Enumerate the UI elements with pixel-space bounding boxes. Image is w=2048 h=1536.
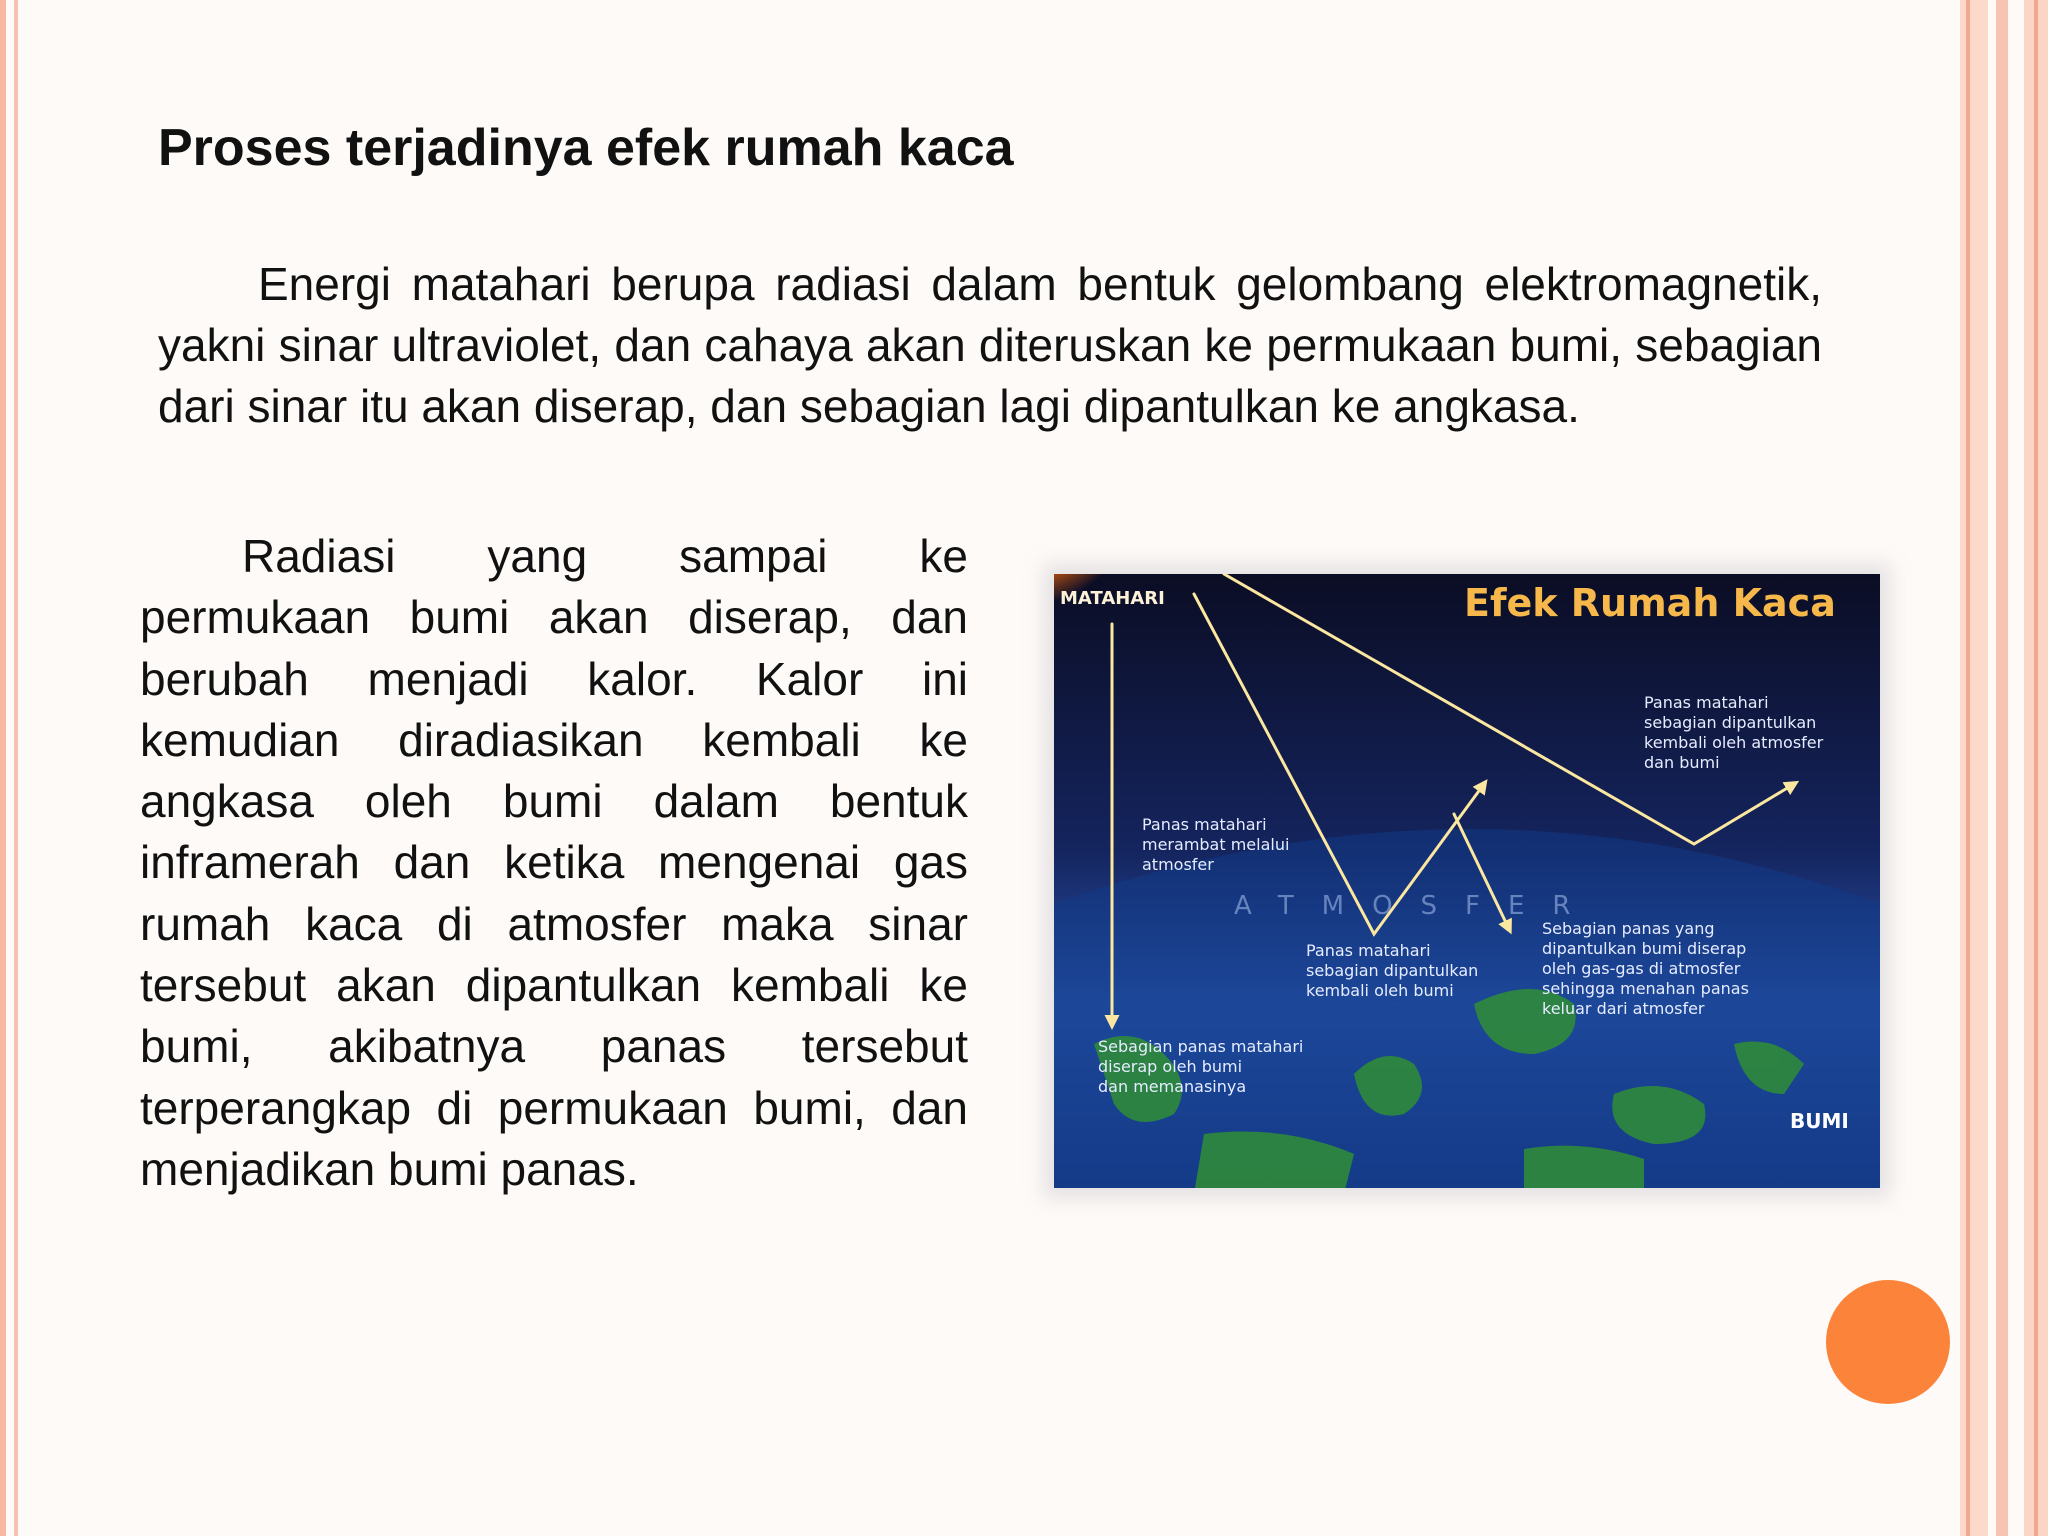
label-dipantulkan-bumi: Panas matahari sebagian dipantulkan kembali oleh bumi — [1306, 941, 1479, 1000]
slide-border-right-line — [1966, 0, 1970, 1536]
decorative-orange-circle — [1826, 1280, 1950, 1404]
greenhouse-effect-figure — [1054, 574, 1880, 1188]
slide-border-left-inner — [14, 0, 18, 1536]
slide-border-right-line — [1996, 0, 2008, 1536]
figure-title: Efek Rumah Kaca — [1464, 581, 1836, 625]
earth-label: BUMI — [1790, 1109, 1849, 1133]
sun-label: MATAHARI — [1060, 588, 1165, 609]
paragraph-energi-matahari: Energi matahari berupa radiasi dalam bentuk gelombang elektromagnetik, yakni sinar ultraviolet, dan cahaya akan diteruskan ke permukaan bumi, sebagian dari sinar itu akan diserap, dan sebagian lagi dipantulkan ke angkasa. — [158, 258, 1822, 432]
slide-border-right-line — [2034, 0, 2038, 1536]
label-merambat: Panas matahari merambat melalui atmosfer — [1142, 815, 1290, 874]
slide-border-left-outer — [0, 0, 6, 1536]
earth-surface — [1054, 829, 1880, 1188]
slide-border-right-band — [1960, 0, 1988, 1536]
label-diserap: Sebagian panas matahari diserap oleh bumi dan memanasinya — [1098, 1037, 1304, 1096]
paragraph-radiasi: Radiasi yang sampai ke permukaan bumi akan diserap, dan berubah menjadi kalor. Kalor ini kemudian diradiasikan kembali ke angkasa oleh bumi dalam bentuk inframerah dan ketika mengenai gas rumah kaca di atmosfer maka sinar tersebut akan dipantulkan kembali ke bumi, akibatnya panas tersebut terperangkap di permukaan bumi, dan menjadikan bumi panas. — [140, 530, 968, 1195]
label-gas-atmosfer: Sebagian panas yang dipantulkan bumi diserap oleh gas-gas di atmosfer sehingga menahan panas keluar dari atmosfer — [1542, 919, 1749, 1018]
slide-title: Proses terjadinya efek rumah kaca — [158, 119, 1014, 177]
label-dipantulkan-atmosfer: Panas matahari sebagian dipantulkan kembali oleh atmosfer dan bumi — [1644, 693, 1824, 772]
atmosphere-label: ATMOSFER — [1234, 891, 1599, 921]
